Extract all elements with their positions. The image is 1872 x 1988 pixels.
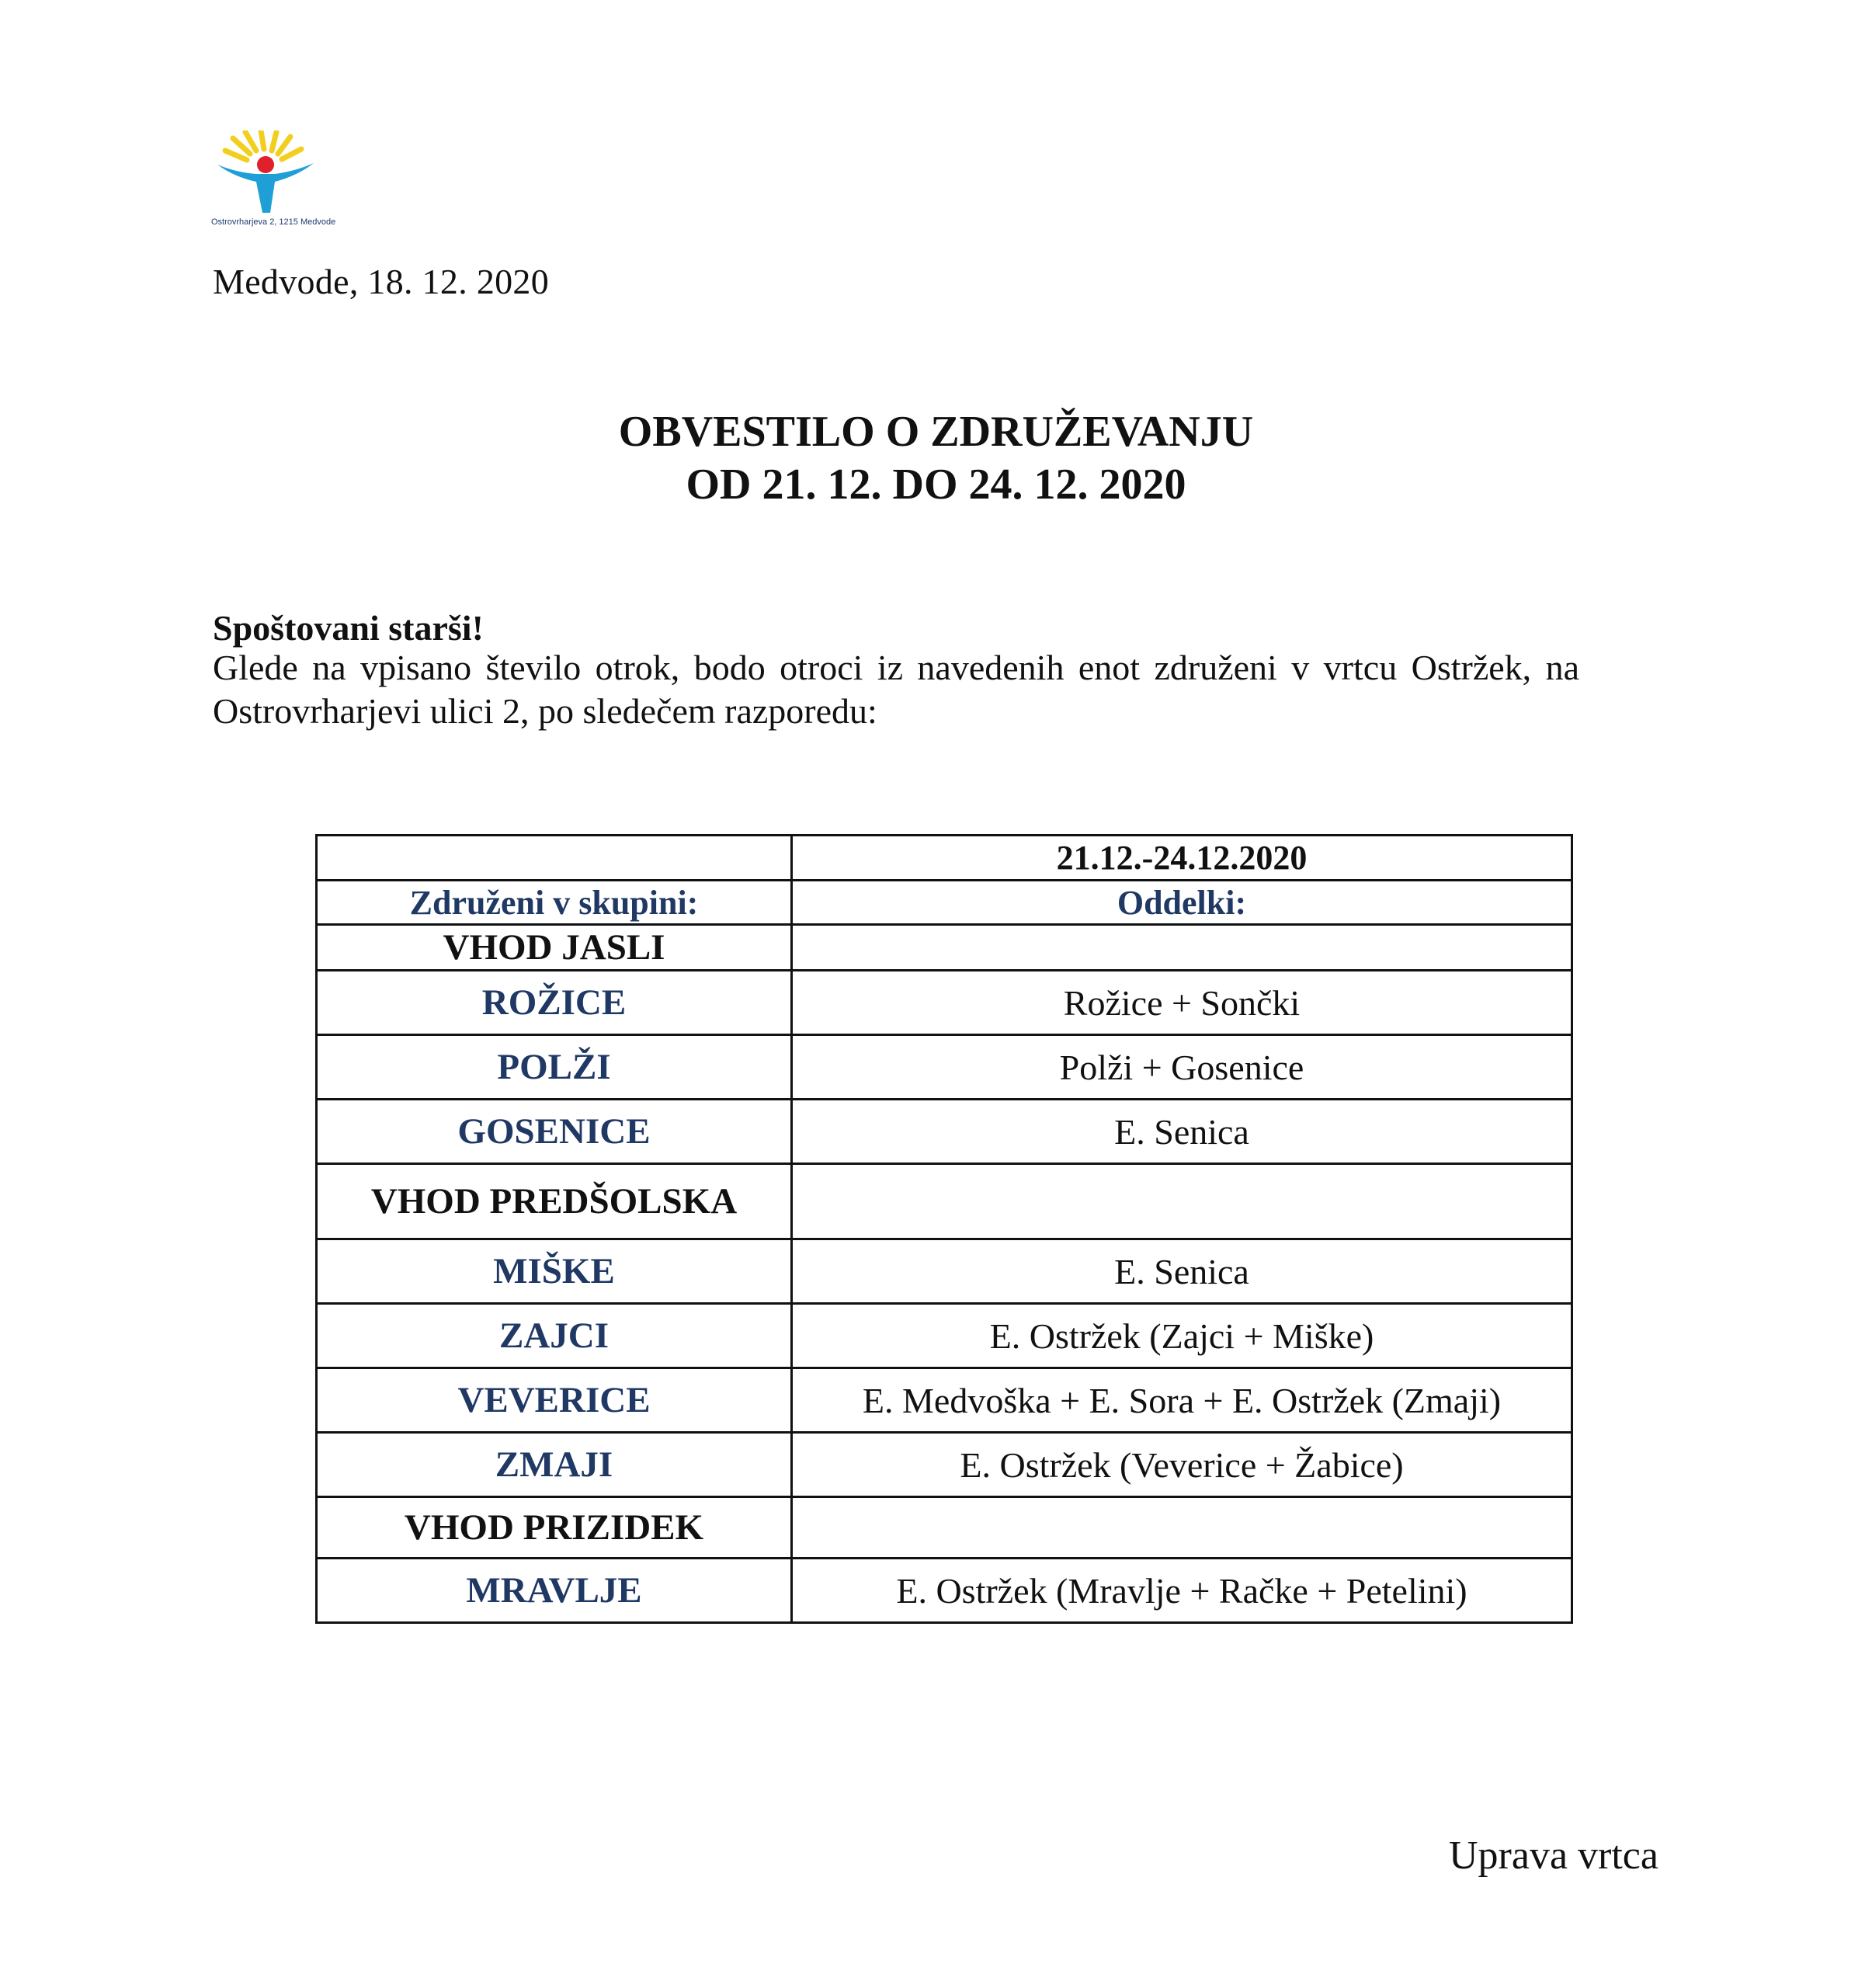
entrance-name-cell: VHOD JASLI bbox=[317, 925, 792, 971]
groups-column-header: Združeni v skupini: bbox=[317, 881, 792, 925]
group-name-cell: MRAVLJE bbox=[317, 1559, 792, 1623]
signature: Uprava vrtca bbox=[1449, 1833, 1658, 1878]
table-date-header-row bbox=[317, 836, 1572, 881]
units-cell: E. Ostržek (Veverice + Žabice) bbox=[792, 1433, 1572, 1497]
table-row bbox=[317, 1239, 1572, 1304]
entrance-row bbox=[317, 925, 1572, 971]
group-name-cell: POLŽI bbox=[317, 1035, 792, 1100]
notice-date-range: OD 21. 12. DO 24. 12. 2020 bbox=[686, 461, 1186, 509]
group-name-cell: ZMAJI bbox=[317, 1433, 792, 1497]
units-cell: E. Ostržek (Mravlje + Račke + Petelini) bbox=[792, 1559, 1572, 1623]
group-name-cell: VEVERICE bbox=[317, 1368, 792, 1433]
table-row bbox=[317, 1100, 1572, 1164]
units-column-header: Oddelki: bbox=[792, 881, 1572, 925]
entrance-row bbox=[317, 1164, 1572, 1239]
units-cell bbox=[792, 1497, 1572, 1559]
group-name-cell: ZAJCI bbox=[317, 1304, 792, 1368]
units-cell: E. Ostržek (Zajci + Miške) bbox=[792, 1304, 1572, 1368]
group-name-cell: MIŠKE bbox=[317, 1239, 792, 1304]
units-cell: Polži + Gosenice bbox=[792, 1035, 1572, 1100]
table-row bbox=[317, 1559, 1572, 1623]
units-cell: E. Medvoška + E. Sora + E. Ostržek (Zmaji) bbox=[792, 1368, 1572, 1433]
logo-sun-figure-icon bbox=[211, 130, 359, 217]
entrance-name-cell: VHOD PRIZIDEK bbox=[317, 1497, 792, 1559]
group-name-cell: ROŽICE bbox=[317, 971, 792, 1035]
table-row bbox=[317, 1368, 1572, 1433]
notice-body: Glede na vpisano število otrok, bodo otroci iz navedenih enot združeni v vrtcu Ostržek, na Ostrovrharjevi ulici 2, po sledečem razporedu: bbox=[213, 648, 1579, 731]
table-row bbox=[317, 1035, 1572, 1100]
entrance-name-cell: VHOD PREDŠOLSKA bbox=[317, 1164, 792, 1239]
date-header-cell: 21.12.-24.12.2020 bbox=[792, 836, 1572, 881]
units-cell bbox=[792, 1164, 1572, 1239]
salutation: Spoštovani starši! bbox=[213, 608, 484, 648]
table-row bbox=[317, 1304, 1572, 1368]
logo-address: Ostrovrharjeva 2, 1215 Medvode bbox=[211, 217, 336, 227]
units-cell: E. Senica bbox=[792, 1239, 1572, 1304]
table-row bbox=[317, 971, 1572, 1035]
entrance-row bbox=[317, 1497, 1572, 1559]
empty-header-cell bbox=[317, 836, 792, 881]
group-name-cell: GOSENICE bbox=[317, 1100, 792, 1164]
table-column-header-row bbox=[317, 881, 1572, 925]
units-cell: E. Senica bbox=[792, 1100, 1572, 1164]
notice-title: OBVESTILO O ZDRUŽEVANJU bbox=[618, 408, 1254, 456]
grouping-schedule-table bbox=[315, 834, 1573, 1624]
units-cell bbox=[792, 925, 1572, 971]
units-cell: Rožice + Sončki bbox=[792, 971, 1572, 1035]
kindergarten-logo bbox=[211, 130, 359, 235]
place-date: Medvode, 18. 12. 2020 bbox=[213, 262, 550, 301]
table-row bbox=[317, 1433, 1572, 1497]
